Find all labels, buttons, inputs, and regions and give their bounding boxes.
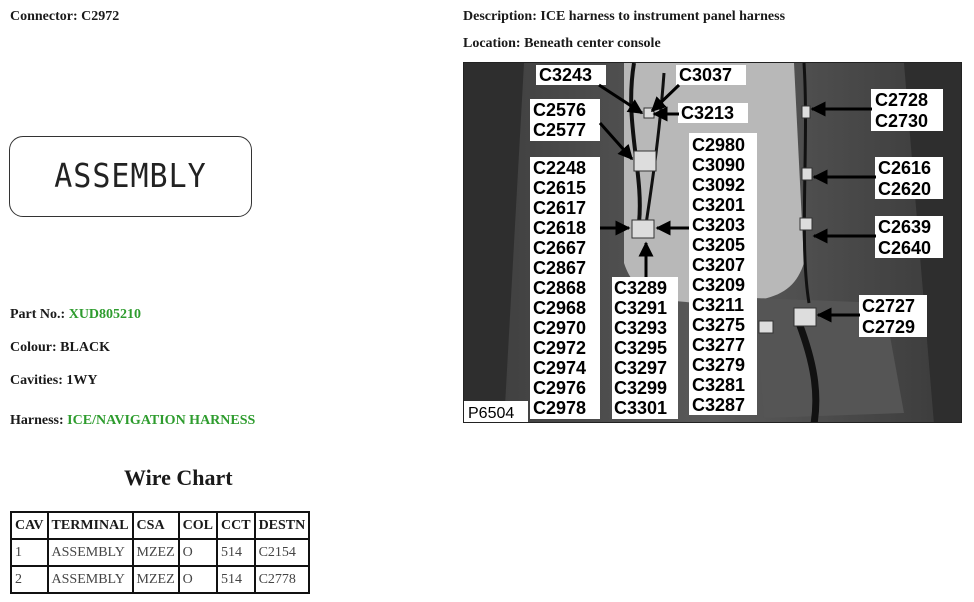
header-terminal: TERMINAL xyxy=(48,512,133,539)
label-c2978: C2978 xyxy=(533,398,587,418)
label-c2620: C2620 xyxy=(878,179,932,199)
label-c2667: C2667 xyxy=(533,238,587,258)
header-destn: DESTN xyxy=(255,512,310,539)
location-value: Beneath center console xyxy=(524,36,661,51)
table-row xyxy=(11,539,309,566)
label-c2980: C2980 xyxy=(692,135,746,155)
label-c2640: C2640 xyxy=(878,238,932,258)
label-c3297: C3297 xyxy=(614,358,668,378)
label-c2615: C2615 xyxy=(533,178,587,198)
assembly-text: ASSEMBLY xyxy=(54,157,207,196)
connector-block xyxy=(794,308,816,326)
header-cct: CCT xyxy=(217,512,255,539)
label-c2639: C2639 xyxy=(878,217,932,237)
cell-csa: MZEZ xyxy=(133,566,179,593)
label-c3213: C3213 xyxy=(681,103,735,123)
connector-label: Connector: xyxy=(10,9,78,24)
location-label: Location: xyxy=(463,36,521,51)
cell-col: O xyxy=(179,566,217,593)
part-no-value: XUD805210 xyxy=(68,307,142,322)
connector-block xyxy=(802,106,810,118)
label-c3295: C3295 xyxy=(614,338,668,358)
label-c3207: C3207 xyxy=(692,255,746,275)
label-c2868: C2868 xyxy=(533,278,587,298)
description-value: ICE harness to instrument panel harness xyxy=(540,9,786,24)
label-c3299: C3299 xyxy=(614,378,668,398)
label-c2867: C2867 xyxy=(533,258,587,278)
label-c2728: C2728 xyxy=(875,90,929,110)
cell-destn: C2778 xyxy=(255,566,310,593)
label-c2968: C2968 xyxy=(533,298,587,318)
colour-value: BLACK xyxy=(60,340,110,355)
label-c2974: C2974 xyxy=(533,358,587,378)
cell-terminal: ASSEMBLY xyxy=(48,539,133,566)
connector-block xyxy=(634,151,656,171)
part-no-field xyxy=(10,307,141,323)
colour-field xyxy=(10,340,110,356)
label-c2616: C2616 xyxy=(878,158,932,178)
label-c2729: C2729 xyxy=(862,317,916,337)
connector-block xyxy=(632,220,654,238)
harness-label: Harness: xyxy=(10,413,64,428)
photo-code: P6504 xyxy=(468,405,515,422)
location-photo-svg xyxy=(464,63,962,423)
label-c3090: C3090 xyxy=(692,155,746,175)
label-c3211: C3211 xyxy=(692,295,745,315)
label-c3092: C3092 xyxy=(692,175,746,195)
connector-block xyxy=(759,321,773,333)
label-c2972: C2972 xyxy=(533,338,587,358)
cavities-field xyxy=(10,373,98,389)
label-c3243: C3243 xyxy=(539,65,593,85)
label-c2617: C2617 xyxy=(533,198,587,218)
label-c3203: C3203 xyxy=(692,215,746,235)
wire-chart-title: Wire Chart xyxy=(124,465,233,490)
connector-location-photo xyxy=(463,62,962,423)
label-c3279: C3279 xyxy=(692,355,746,375)
label-c3201: C3201 xyxy=(692,195,746,215)
label-c2727: C2727 xyxy=(862,296,916,316)
label-c3275: C3275 xyxy=(692,315,746,335)
connector-field xyxy=(10,9,119,25)
cell-cav: 2 xyxy=(11,566,48,593)
connector-block xyxy=(802,168,812,180)
connector-block xyxy=(800,218,812,230)
assembly-drawing xyxy=(9,136,252,217)
harness-field xyxy=(10,413,255,429)
label-c2576: C2576 xyxy=(533,100,587,120)
cell-terminal: ASSEMBLY xyxy=(48,566,133,593)
part-no-label: Part No.: xyxy=(10,307,66,322)
label-c3209: C3209 xyxy=(692,275,746,295)
label-c2970: C2970 xyxy=(533,318,587,338)
description-label: Description: xyxy=(463,9,537,24)
description-field xyxy=(463,9,785,25)
harness-value: ICE/NAVIGATION HARNESS xyxy=(67,413,256,428)
label-c2577: C2577 xyxy=(533,120,587,140)
cavities-value: 1WY xyxy=(66,373,98,388)
label-c3293: C3293 xyxy=(614,318,668,338)
label-c2248: C2248 xyxy=(533,158,587,178)
wire-chart-table xyxy=(10,511,310,594)
label-c2976: C2976 xyxy=(533,378,587,398)
cell-cct: 514 xyxy=(217,566,255,593)
cavities-label: Cavities: xyxy=(10,373,63,388)
label-c3205: C3205 xyxy=(692,235,746,255)
label-c3037: C3037 xyxy=(679,65,733,85)
header-csa: CSA xyxy=(133,512,179,539)
colour-label: Colour: xyxy=(10,340,57,355)
header-col: COL xyxy=(179,512,217,539)
label-c3291: C3291 xyxy=(614,298,668,318)
location-field xyxy=(463,36,661,52)
label-c3277: C3277 xyxy=(692,335,746,355)
connector-value: C2972 xyxy=(81,9,120,24)
header-cav: CAV xyxy=(11,512,48,539)
cell-cav: 1 xyxy=(11,539,48,566)
label-c3287: C3287 xyxy=(692,395,746,415)
cell-csa: MZEZ xyxy=(133,539,179,566)
label-c3289: C3289 xyxy=(614,278,668,298)
wire-chart-header-row xyxy=(11,512,309,539)
cell-col: O xyxy=(179,539,217,566)
cell-destn: C2154 xyxy=(255,539,310,566)
label-c3301: C3301 xyxy=(614,398,668,418)
table-row xyxy=(11,566,309,593)
cell-cct: 514 xyxy=(217,539,255,566)
label-c2618: C2618 xyxy=(533,218,587,238)
label-c3281: C3281 xyxy=(692,375,746,395)
label-c2730: C2730 xyxy=(875,111,929,131)
